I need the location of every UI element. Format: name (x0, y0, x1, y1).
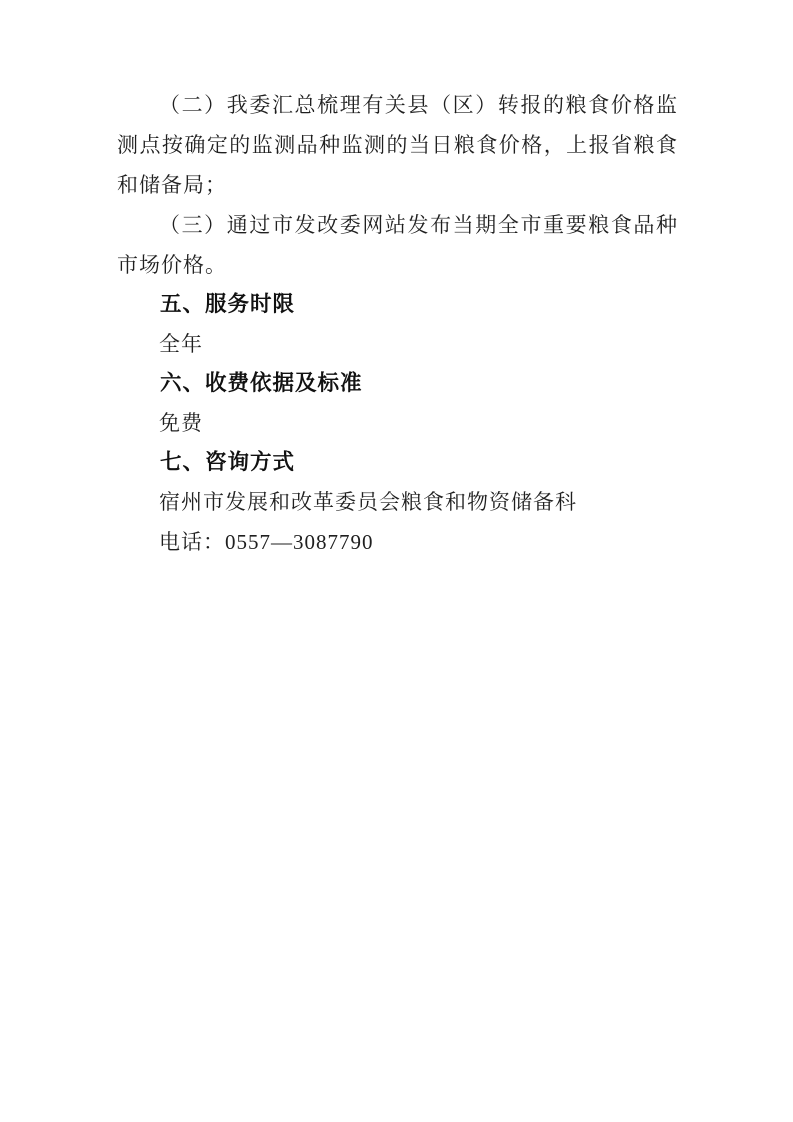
section-heading-fee-basis-standard: 六、收费依据及标准 (160, 371, 363, 395)
document-content (117, 85, 678, 562)
paragraph-website-publication: （三）通过市发改委网站发布当期全市重要粮食品种市场价格。 (117, 213, 678, 277)
paragraph-fee-value: 免费 (159, 411, 203, 435)
paragraph-consultation-department: 宿州市发展和改革委员会粮食和物资储备科 (159, 490, 577, 514)
paragraph-consultation-phone: 电话：0557—3087790 (159, 530, 374, 554)
section-heading-service-time-limit: 五、服务时限 (160, 292, 296, 316)
paragraph-price-monitoring-report: （二）我委汇总梳理有关县（区）转报的粮食价格监测点按确定的监测品种监测的当日粮食价格，上报省粮食和储备局； (117, 93, 678, 197)
paragraph-service-time-value: 全年 (159, 332, 203, 356)
section-heading-consultation-method: 七、咨询方式 (160, 450, 296, 474)
